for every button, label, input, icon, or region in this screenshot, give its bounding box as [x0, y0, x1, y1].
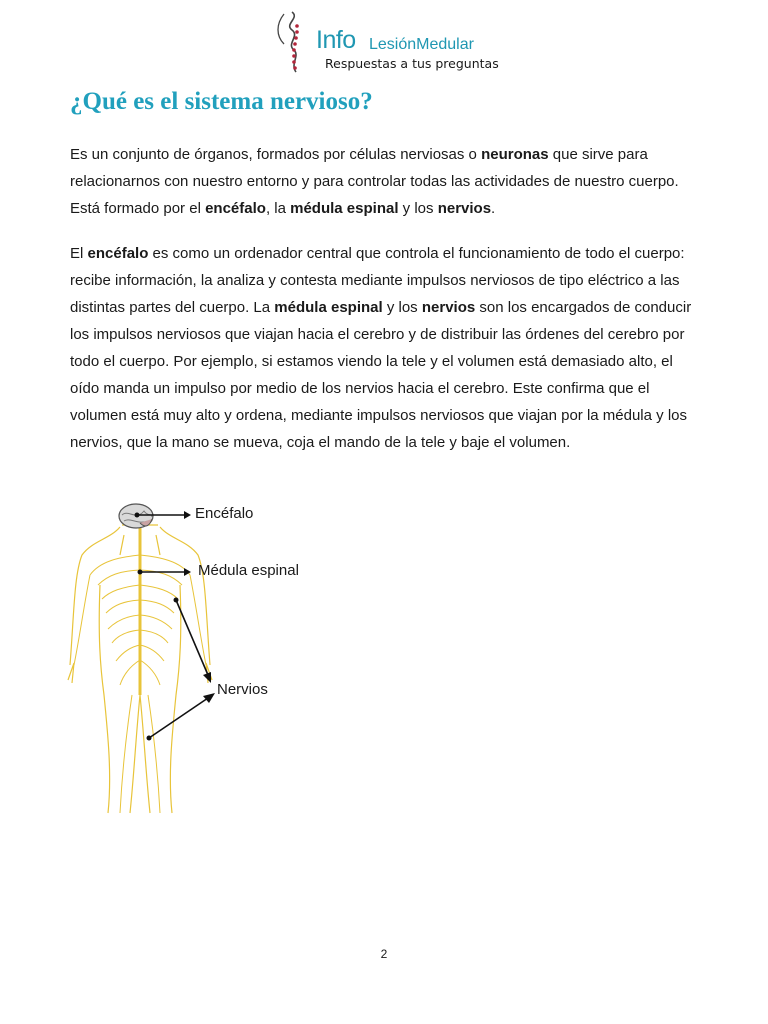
page-number: 2 [380, 947, 388, 961]
logo-tagline: Respuestas a tus preguntas [325, 56, 499, 71]
nerves [74, 515, 206, 813]
bold-term-encefalo: encéfalo [205, 200, 266, 217]
bold-term-neuronas: neuronas [481, 146, 549, 163]
page-title: ¿Qué es el sistema nervioso? [70, 88, 373, 115]
logo-info-text: Info [316, 26, 356, 54]
text-run: que sirve para relacionarnos con nuestro entorno y para controlar todas las actividades de nuestro cuerpo. Está formado por el [70, 146, 679, 217]
text-run: . [491, 200, 496, 217]
text-run: y los [398, 200, 438, 217]
bold-term-encefalo: encéfalo [87, 245, 149, 262]
bold-term-nervios: nervios [421, 299, 476, 316]
bold-term-medula-espinal: médula espinal [274, 299, 383, 316]
logo [270, 10, 510, 76]
text-run: El [70, 245, 88, 262]
logo-lesion-medular-text: LesiónMedular [369, 36, 474, 53]
label-nervios: Nervios [217, 681, 268, 698]
nervous-system-diagram [60, 495, 360, 825]
label-encefalo: Encéfalo [195, 505, 254, 522]
text-run: son los encargados de conducir los impulsos nerviosos que viajan hacia el cerebro y de distribuir las órdenes del cerebro por todo el cuerpo. Por ejemplo, si estamos viendo la tele y el volumen está demasiado alto, el oído manda un impulso por medio de los nervios hacia el cerebro. Este confirma que el volumen está muy alto y ordena, mediante impulsos nerviosos que viajan por la médula y los nervios, que la mano se mueva, coja el mando de la tele y baje el volumen. [70, 299, 692, 451]
text-run: Es un conjunto de órganos, formados por células nerviosas o [70, 146, 482, 163]
paragraph-intro [70, 141, 700, 222]
bold-term-nervios: nervios [437, 200, 492, 217]
text-run: y los [382, 299, 422, 316]
text-run: es como un ordenador central que controla el funcionamiento de todo el cuerpo: recibe información, la analiza y contesta mediante impulsos nerviosos de tipo eléctrico a las distintas partes del cuerpo. La [70, 245, 685, 316]
paragraph-explanation [70, 240, 700, 456]
label-medula-espinal: Médula espinal [198, 562, 299, 579]
bold-term-medula-espinal: médula espinal [290, 200, 399, 217]
text-run: , la [265, 200, 291, 217]
spine-logo-icon [270, 10, 320, 76]
